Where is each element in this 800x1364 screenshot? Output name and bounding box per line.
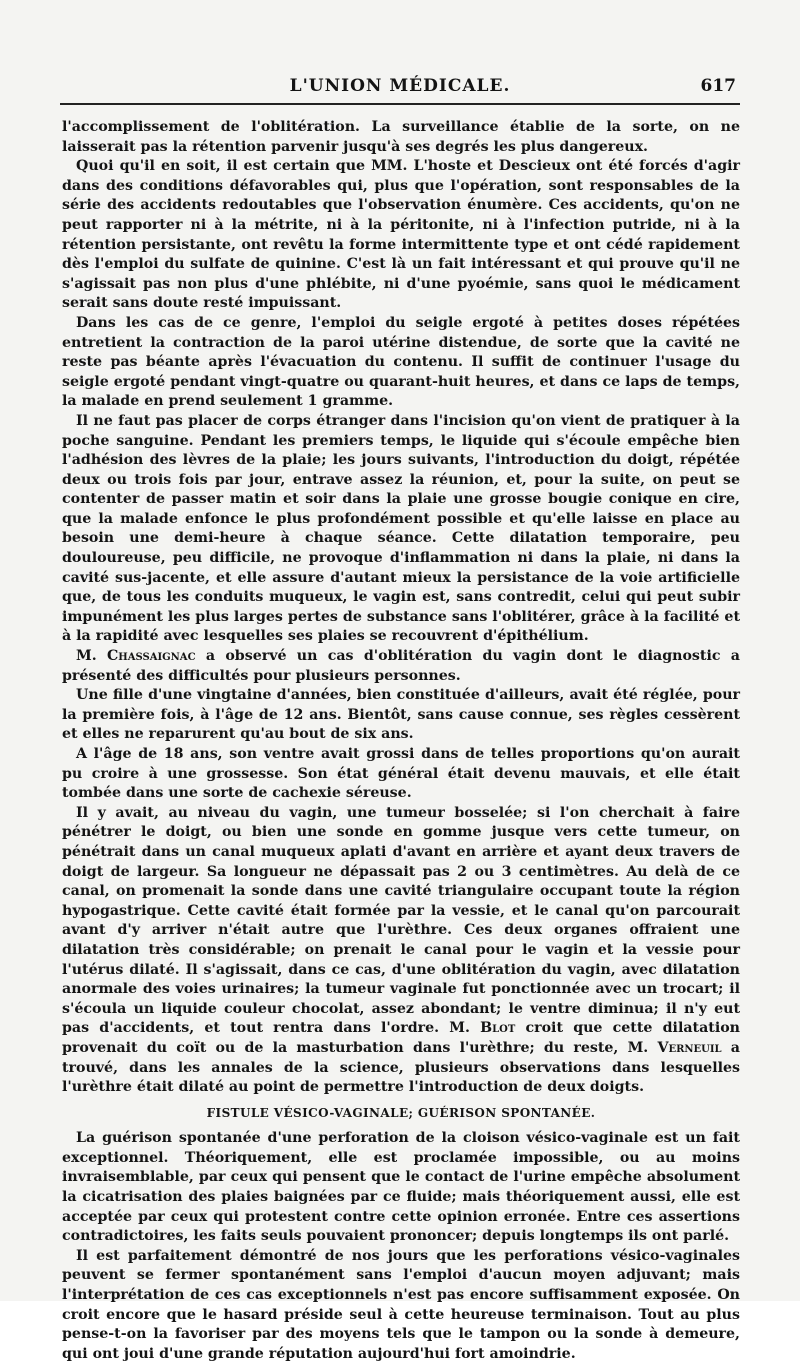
paragraph: Quoi qu'il en soit, il est certain que MM. L'hoste et Descieux ont été forcés d'agir dans des conditions défavorables qui, plus que l'opération, sont responsables de la série des accidents redoutables que l'observation énumère. Ces accidents, qu'on ne peut rapporter ni à la métrite, ni à la péritonite, ni à l'infection putride, ni à la rétention persistante, ont revêtu la forme intermittente type et ont cédé rapidement dès l'emploi du sulfate de quinine. C'est là un fait intéressant et qui prouve qu'il ne s'agissait pas non plus d'une phlébite, ni d'une pyoémie, sans quoi le médicament serait sans doute resté impuissant. xyxy=(62,158,740,312)
author-name: Chassaignac xyxy=(106,648,196,665)
paragraph xyxy=(62,647,740,686)
paragraph xyxy=(62,804,740,1098)
paragraph-text: a trouvé, dans les annales de la science, plusieurs observations dans lesquelles l'urèthre était dilaté au point de permettre l'introduction de deux doigts. xyxy=(62,1039,740,1096)
paragraph: l'accomplissement de l'oblitération. La surveillance établie de la sorte, on ne laisserait pas la rétention parvenir jusqu'à ses degrés les plus dangereux. xyxy=(62,119,740,155)
paragraph: Il est parfaitement démontré de nos jours que les perforations vésico-vaginales peuvent se fermer spontanément sans l'emploi d'aucun moyen adjuvant; mais l'interprétation de ces cas exceptionnels n'est pas encore suffisamment exposée. On croit encore que le hasard préside seul à cette heureuse terminaison. Tout au plus pense-t-on la favoriser par des moyens tels que le tampon ou la sonde à demeure, qui ont joui d'une grande réputation aujourd'hui fort amoindrie. xyxy=(62,1247,740,1362)
paragraph: La guérison spontanée d'une perforation de la cloison vésico-vaginale est un fait exceptionnel. Théoriquement, elle est proclamée impossible, ou au moins invraisemblable, par ceux qui pensent que le contact de l'urine empêche absolument la cicatrisation des plaies baignées par ce fluide; mais théoriquement aussi, elle est acceptée par ceux qui protestent contre cette opinion erronée. Entre ces assertions contradictoires, les faits seuls pouvaient prononcer; depuis longtemps ils ont parlé. xyxy=(62,1130,740,1245)
paragraph-text: croit que cette dilatation provenait du coït ou de la masturbation dans l'urèthre; du reste, M. xyxy=(62,1020,740,1056)
honorific: M. xyxy=(76,648,97,665)
paragraph-text: a observé un cas d'oblitération du vagin dont le diagnostic a présenté des difficultés pour plusieurs personnes. xyxy=(62,648,740,684)
header-rule xyxy=(60,103,740,105)
paragraph: Dans les cas de ce genre, l'emploi du seigle ergoté à petites doses répétées entretient la contraction de la paroi utérine distendue, de sorte que la cavité ne reste pas béante après l'évacuation du contenu. Il suffit de continuer l'usage du seigle ergoté pendant vingt-quatre ou quarant-huit heures, et dans ce laps de temps, la malade en prend seulement 1 gramme. xyxy=(62,314,740,410)
paragraph: Une fille d'une vingtaine d'années, bien constituée d'ailleurs, avait été réglée, pour la première fois, à l'âge de 12 ans. Bientôt, sans cause connue, ses règles cessèrent et elles ne reparurent qu'au bout de six ans. xyxy=(62,687,740,743)
running-title: L'UNION MÉDICALE. xyxy=(289,76,511,96)
paragraph: A l'âge de 18 ans, son ventre avait grossi dans de telles proportions qu'on aurait pu croire à une grossesse. Son état général était devenu mauvais, et elle était tombée dans une sorte de cachexie séreuse. xyxy=(62,746,740,802)
paragraph: Il ne faut pas placer de corps étranger dans l'incision qu'on vient de pratiquer à la poche sanguine. Pendant les premiers temps, le liquide qui s'écoule empêche bien l'adhésion des lèvres de la plaie; les jours suivants, l'introduction du doigt, répétée deux ou trois fois par jour, entrave assez la réunion, et, pour la suite, on peut se contenter de passer matin et soir dans la plaie une grosse bougie conique en cire, que la malade enfonce le plus profondément possible et qu'elle laisse en place au besoin une demi-heure à chaque séance. Cette dilatation temporaire, peu douloureuse, peu difficile, ne provoque d'inflammation ni dans la plaie, ni dans la cavité sus-jacente, et elle assure d'autant mieux la persistance de la voie artificielle que, de tous les conduits muqueux, le vagin est, sans contredit, celui qui peut subir impunément les plus larges pertes de substance sans l'oblitérer, grâce à la facilité et à la rapidité avec lesquelles ses plaies se recouvrent d'épithélium. xyxy=(62,412,740,645)
paragraph-text: Il y avait, au niveau du vagin, une tumeur bosselée; si l'on cherchait à faire pénétrer le doigt, ou bien une sonde en gomme jusque vers cette tumeur, on pénétrait dans un canal muqueux aplati d'avant en arrière et ayant deux travers de doigt de largeur. Sa longueur ne dépassait pas 2 ou 3 centimètres. Au delà de ce canal, on promenait la sonde dans une cavité triangulaire occupant toute la région hypogastrique. Cette cavité était formée par la vessie, et le canal qu'on parcourait avant d'y arriver n'était autre que l'urèthre. Ces deux organes offraient une dilatation très considérable; on prenait le canal pour le vagin et la vessie pour l'utérus dilaté. Il s'agissait, dans ce cas, d'une oblitération du vagin, avec dilatation anormale des voies urinaires; la tumeur vaginale fut ponctionnée avec un trocart; il s'écoula un liquide couleur chocolat, assez abondant; le ventre diminua; il n'y eut pas d'accidents, et tout rentra dans l'ordre. M. xyxy=(62,804,740,1037)
section-heading: FISTULE VÉSICO-VAGINALE; GUÉRISON SPONTANÉE. xyxy=(206,1105,596,1120)
page-header xyxy=(60,76,740,102)
body-text xyxy=(62,118,740,1364)
page-number: 617 xyxy=(700,76,736,96)
author-name: Verneuil xyxy=(657,1039,722,1056)
author-name: Blot xyxy=(480,1020,516,1037)
